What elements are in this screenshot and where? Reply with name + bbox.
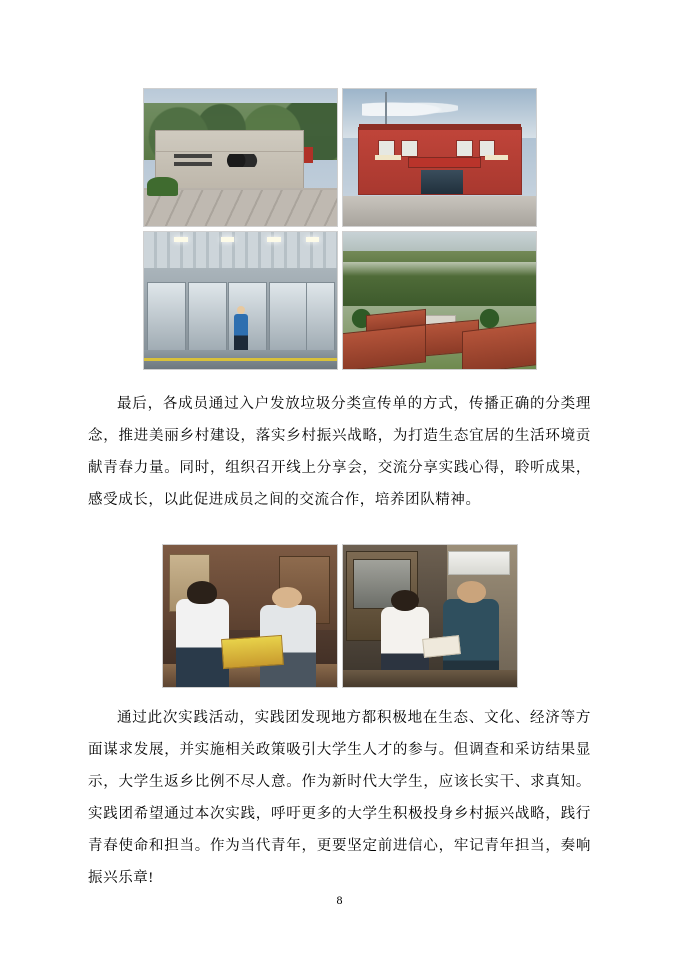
banner-left xyxy=(375,155,401,160)
photo-home-interview xyxy=(342,544,518,688)
machine-unit xyxy=(269,282,308,358)
photo-row-1 xyxy=(88,88,591,227)
red-building xyxy=(358,127,522,195)
photo-factory-interior xyxy=(143,231,338,370)
machine-unit xyxy=(188,282,227,358)
floor-safety-line xyxy=(144,358,337,361)
cloud xyxy=(362,100,459,116)
leaflet-document xyxy=(221,635,284,670)
photo-row-2 xyxy=(88,231,591,370)
window xyxy=(456,140,473,156)
tiled-roof xyxy=(342,324,426,370)
ceiling-lamp xyxy=(306,237,320,241)
survey-paper xyxy=(422,635,461,658)
ground-area xyxy=(343,196,536,226)
body-paragraph-1: 最后，各成员通过入户发放垃圾分类宣传单的方式，传播正确的分类理念，推进美丽乡村建设，落实乡村振兴战略，为打造生态宜居的生活环境贡献青春力量。同时，组织召开线上分享会，交流分享实践心得，聆听成果，感受成长，以此促进成员之间的交流合作，培养团队精神。 xyxy=(88,396,591,508)
entrance-door xyxy=(421,170,463,194)
engraved-characters xyxy=(174,154,212,168)
body-paragraph-2: 通过此次实践活动，实践团发现地方都积极地在生态、文化、经济等方面谋求发展，并实施相关政策吸引大学生人才的参与。但调查和采访结果显示，大学生返乡比例不尽人意。作为新时代大学生，应该长实干、求真知。实践团希望通过本次实践，呼吁更多的大学生积极投身乡村振兴战略，践行青春使命和担当。作为当代青年，更要坚定前进信心，牢记青年担当，奏响振兴乐章! xyxy=(88,710,591,886)
ceiling-lamp xyxy=(221,237,235,241)
mist-layer xyxy=(343,262,536,276)
photo-mountain-village-roofs xyxy=(342,231,537,370)
floor xyxy=(343,670,517,687)
factory-worker xyxy=(234,314,248,350)
photo-village-activity-center xyxy=(342,88,537,227)
photo-village-gate xyxy=(143,88,338,227)
ceiling-lamp xyxy=(174,237,188,241)
photo-student-elderly-leaflet xyxy=(162,544,338,688)
photo-row-3 xyxy=(88,544,591,688)
banner-right xyxy=(485,155,508,160)
page-number: 8 xyxy=(336,893,343,907)
engraved-logo xyxy=(221,154,259,167)
building-signboard xyxy=(408,157,481,168)
ceiling-lamp xyxy=(267,237,281,241)
air-conditioner xyxy=(448,551,509,576)
machine-unit xyxy=(147,282,186,358)
red-marker xyxy=(304,147,314,163)
bush xyxy=(147,177,178,196)
window xyxy=(401,140,418,156)
machine-unit xyxy=(306,282,335,358)
